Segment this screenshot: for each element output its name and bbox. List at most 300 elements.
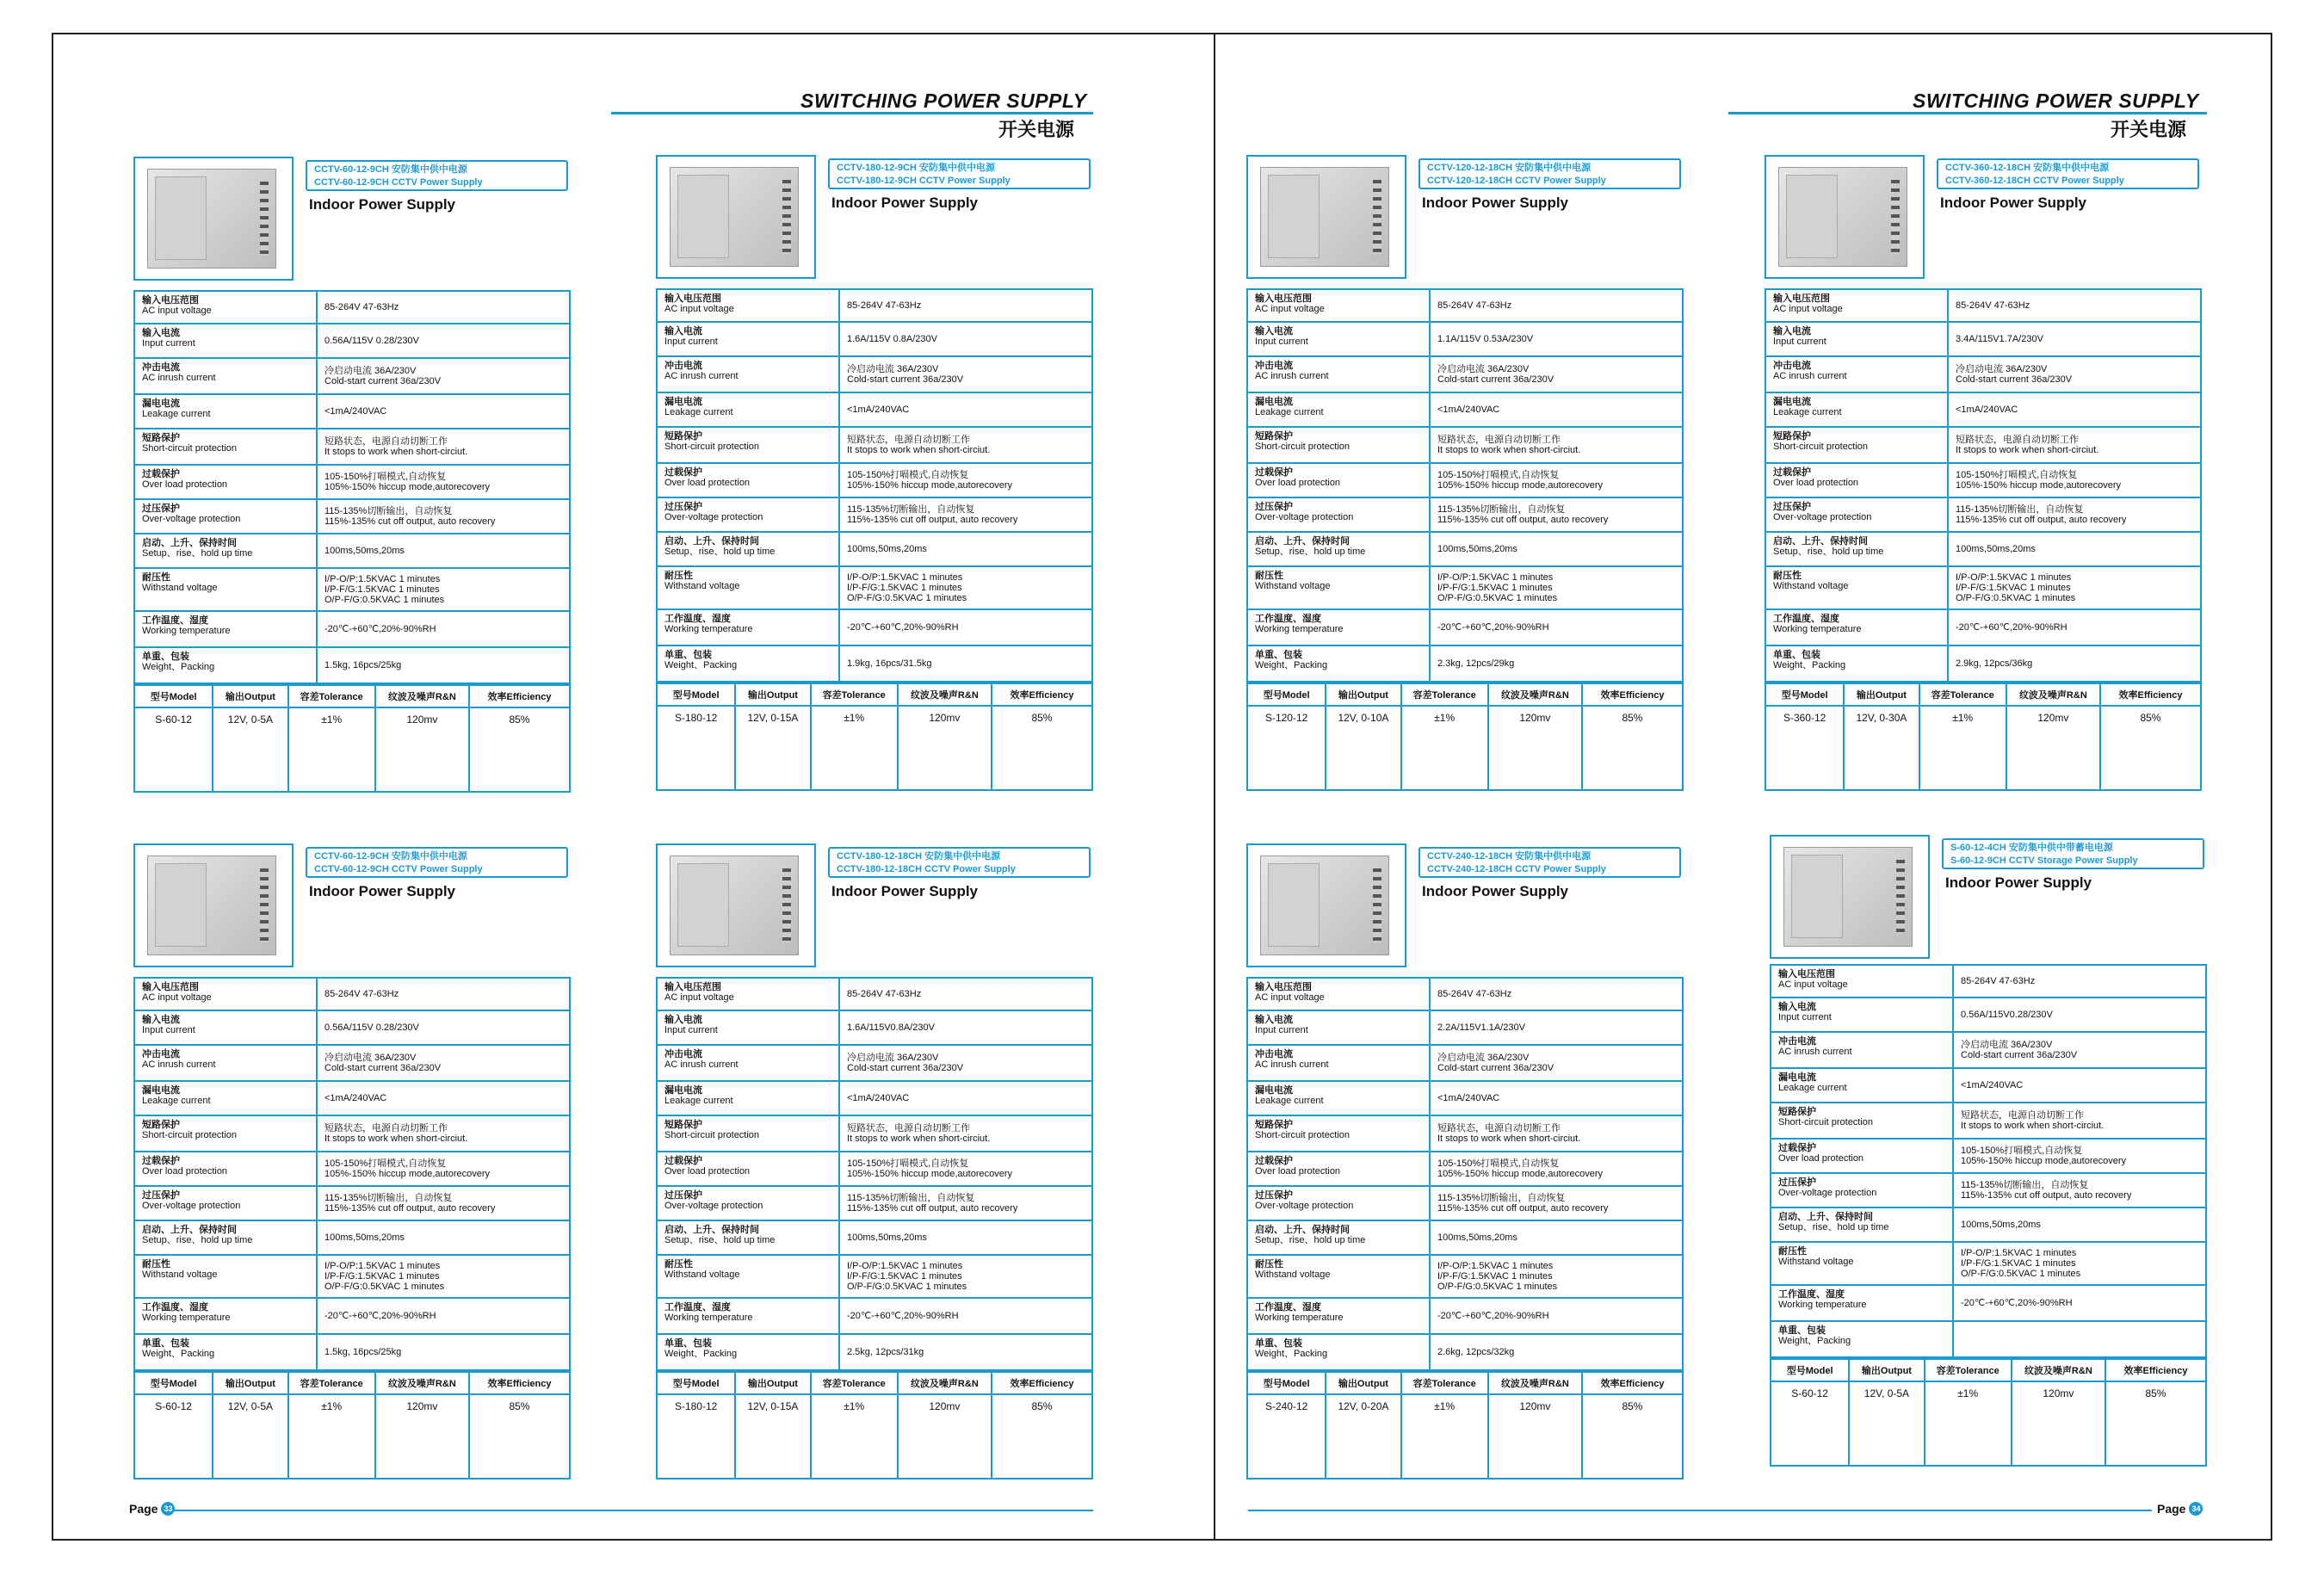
spec-row	[1771, 1103, 2205, 1140]
model-tag-en: CCTV-180-12-9CH CCTV Power Supply	[837, 176, 1011, 186]
spec-value	[840, 1221, 1091, 1254]
spec-value	[1431, 1046, 1682, 1080]
spec-label	[1766, 610, 1949, 645]
spec-label-en: Short-circuit protection	[664, 442, 760, 452]
spec-label-en: Over load protection	[142, 479, 228, 490]
spec-label-en: AC inrush current	[142, 373, 216, 383]
spec-label	[1248, 1152, 1431, 1185]
model-table-cell: ±1%	[1434, 1400, 1456, 1412]
spec-value-line: 85-264V 47-63Hz	[1437, 300, 1512, 311]
spec-row	[658, 1221, 1091, 1256]
model-table	[1770, 1358, 2207, 1467]
model-table-cell: 120mv	[1519, 1400, 1551, 1412]
spec-label-cn: 耐压性	[1255, 1259, 1283, 1269]
model-table-cell: 85%	[509, 713, 530, 726]
model-table-column	[899, 684, 992, 789]
spec-label	[1766, 323, 1949, 355]
spec-value-line: <1mA/240VAC	[1437, 1093, 1500, 1103]
spec-label	[135, 1152, 318, 1185]
spec-value	[1431, 1256, 1682, 1297]
model-table-column	[470, 686, 569, 791]
spec-value-line: I/P-F/G:1.5KVAC 1 minutes	[1437, 1271, 1553, 1282]
model-table-column	[135, 1373, 213, 1478]
spec-label-cn: 输入电压范围	[142, 982, 199, 992]
model-table-column	[1850, 1360, 1925, 1465]
spec-value-line: 105%-150% hiccup mode,autorecovery	[847, 480, 1013, 491]
spec-label	[1766, 646, 1949, 681]
spec-label-en: Withstand voltage	[1778, 1257, 1854, 1267]
model-table-cell: ±1%	[1434, 712, 1456, 724]
spec-value	[1431, 1011, 1682, 1044]
model-table-header: 输出Output	[213, 1373, 287, 1395]
product-photo	[656, 155, 816, 279]
model-table-cell: 120mv	[929, 1400, 961, 1412]
spec-label-en: Setup、rise、hold up time	[142, 1235, 253, 1245]
model-table-column	[1489, 684, 1583, 789]
spec-row	[1766, 357, 2200, 393]
model-tag-cn: CCTV-60-12-9CH 安防集中供中电源	[314, 164, 467, 175]
spec-label-en: Over load protection	[1773, 478, 1859, 488]
spec-label-en: AC inrush current	[664, 371, 739, 381]
spec-value-line: -20℃-+60℃,20%-90%RH	[324, 624, 436, 634]
spec-label	[1771, 1286, 1954, 1320]
model-table-cell: ±1%	[321, 1400, 343, 1412]
spec-value	[840, 1256, 1091, 1297]
spec-label-en: Over load protection	[1778, 1153, 1864, 1164]
model-tag	[828, 158, 1091, 189]
model-table-cell: 85%	[2145, 1387, 2166, 1399]
spec-value	[318, 1335, 569, 1369]
spec-value-line: 115%-135% cut off output, auto recovery	[847, 1203, 1018, 1214]
model-table-column	[213, 1373, 288, 1478]
spec-label-en: Weight、Packing	[1773, 660, 1846, 670]
model-table-column	[812, 684, 899, 789]
spec-value-line: Cold-start current 36a/230V	[847, 374, 964, 385]
header-line-right	[1728, 112, 2207, 114]
model-table-column	[736, 684, 811, 789]
spec-label	[1771, 1140, 1954, 1172]
spec-label-cn: 过载保护	[142, 469, 180, 479]
product-photo	[1770, 835, 1930, 959]
model-table-cell: 12V, 0-15A	[747, 712, 799, 724]
model-table-header: 型号Model	[1771, 1360, 1848, 1382]
model-table-header: 容差Tolerance	[289, 686, 374, 708]
model-table-cell: S-240-12	[1264, 1400, 1308, 1412]
spec-value	[1949, 464, 2200, 497]
model-table-header: 纹波及噪声R&N	[2007, 684, 2099, 707]
model-tag-cn: CCTV-120-12-18CH 安防集中供中电源	[1427, 163, 1592, 173]
model-table-header: 容差Tolerance	[1920, 684, 2006, 707]
model-tag	[306, 847, 568, 878]
spec-label	[1771, 1069, 1954, 1102]
spec-value-line: 0.56A/115V 0.28/230V	[324, 336, 419, 346]
spec-row	[1766, 323, 2200, 357]
spec-table	[1770, 964, 2207, 1358]
spec-label-cn: 单重、包装	[1255, 1338, 1302, 1349]
model-table-cell: 120mv	[929, 712, 961, 724]
spec-value-line: -20℃-+60℃,20%-90%RH	[1956, 622, 2067, 633]
model-table-header: 容差Tolerance	[1925, 1360, 2011, 1382]
spec-label-en: Leakage current	[1778, 1083, 1847, 1093]
spec-label	[658, 290, 840, 321]
spec-label-cn: 启动、上升、保持时间	[142, 538, 237, 548]
spec-label	[135, 534, 318, 567]
spec-value-line: 105%-150% hiccup mode,autorecovery	[1437, 1169, 1604, 1179]
model-table-column	[1326, 684, 1401, 789]
spec-label-cn: 过压保护	[1773, 502, 1811, 512]
spec-label	[1248, 567, 1431, 608]
spec-value	[318, 324, 569, 357]
spec-label-cn: 输入电压范围	[1773, 293, 1830, 304]
spec-label-en: Withstand voltage	[1255, 1269, 1331, 1280]
spec-label-en: Short-circuit protection	[1255, 442, 1351, 452]
spec-value-line: 85-264V 47-63Hz	[1437, 989, 1512, 999]
spec-value-line: -20℃-+60℃,20%-90%RH	[324, 1311, 436, 1321]
spec-value	[318, 1116, 569, 1151]
spec-value-line: <1mA/240VAC	[1437, 405, 1500, 415]
spec-label-cn: 工作温度、湿度	[1255, 1302, 1321, 1313]
model-table	[1246, 683, 1684, 791]
model-table-header: 纹波及噪声R&N	[899, 1373, 991, 1395]
spec-label-cn: 耐压性	[1255, 571, 1283, 581]
spec-label-cn: 短路保护	[664, 1120, 702, 1130]
spec-row	[1248, 290, 1682, 323]
spec-label-cn: 启动、上升、保持时间	[1778, 1212, 1873, 1222]
model-table-column	[2012, 1360, 2106, 1465]
product-subtitle: Indoor Power Supply	[309, 196, 456, 213]
spec-label-en: Weight、Packing	[142, 1349, 215, 1359]
spec-row	[1766, 498, 2200, 533]
spec-value	[1949, 428, 2200, 462]
spec-label-cn: 漏电电流	[1255, 1085, 1293, 1096]
spec-value	[840, 1116, 1091, 1151]
spec-label-cn: 单重、包装	[1773, 650, 1820, 660]
model-tag-en: S-60-12-9CH CCTV Storage Power Supply	[1950, 856, 2138, 866]
model-table-cell: 85%	[1622, 1400, 1643, 1412]
spec-value-line: 115-135%切断输出，自动恢复	[324, 1193, 453, 1203]
model-table-header: 输出Output	[1326, 1373, 1400, 1395]
spec-row	[1766, 533, 2200, 567]
spec-label-cn: 短路保护	[1255, 431, 1293, 442]
model-table-header: 容差Tolerance	[812, 684, 897, 707]
model-tag-en: CCTV-360-12-18CH CCTV Power Supply	[1945, 176, 2124, 186]
spec-label	[135, 979, 318, 1010]
spec-label-en: Setup、rise、hold up time	[1773, 547, 1884, 557]
spec-label	[135, 1299, 318, 1333]
spec-label-en: Working temperature	[1255, 1313, 1344, 1323]
spec-value	[1431, 1116, 1682, 1151]
spec-value-line: I/P-O/P:1.5KVAC 1 minutes	[324, 574, 441, 584]
spec-label-cn: 冲击电流	[1778, 1036, 1816, 1047]
spec-label	[1248, 610, 1431, 645]
spec-row	[1248, 498, 1682, 533]
spec-label-cn: 短路保护	[142, 433, 180, 443]
spec-value	[1431, 323, 1682, 355]
model-table-cell: 85%	[1031, 1400, 1053, 1412]
model-table-header: 输出Output	[736, 684, 809, 707]
page-number-left	[129, 1502, 175, 1516]
model-table	[133, 684, 571, 793]
spec-value	[1431, 1221, 1682, 1254]
spec-value	[318, 466, 569, 498]
spec-value-line: 1.6A/115V0.8A/230V	[847, 1022, 935, 1033]
spec-value	[318, 1011, 569, 1044]
spec-value	[1431, 646, 1682, 681]
spec-label	[135, 324, 318, 357]
spec-value	[318, 979, 569, 1010]
spec-row	[1248, 979, 1682, 1011]
spec-value	[1431, 290, 1682, 321]
spec-value-line: 短路状态，电源自动切断工作	[847, 1123, 970, 1134]
footer-line-left	[172, 1510, 1093, 1511]
spec-label	[1248, 1187, 1431, 1220]
spec-row	[658, 979, 1091, 1011]
model-table-cell: S-180-12	[674, 712, 718, 724]
model-table-cell: 12V, 0-15A	[747, 1400, 799, 1412]
spec-value-line: <1mA/240VAC	[324, 406, 387, 417]
spec-label	[135, 1116, 318, 1151]
spec-row	[1766, 428, 2200, 464]
spec-table	[133, 977, 571, 1371]
spec-value-line: 115%-135% cut off output, auto recovery	[1437, 515, 1609, 525]
spec-label-cn: 冲击电流	[664, 361, 702, 371]
spec-label	[135, 1335, 318, 1369]
spec-label	[1248, 1082, 1431, 1115]
spec-value-line: 冷启动电流 36A/230V	[324, 1053, 417, 1063]
spec-value	[1954, 966, 2205, 997]
spec-value	[1954, 1069, 2205, 1102]
spec-row	[1248, 1221, 1682, 1256]
model-table-column	[289, 1373, 376, 1478]
spec-row	[1248, 567, 1682, 610]
spec-label	[135, 1221, 318, 1254]
spec-value	[318, 395, 569, 428]
spec-value-line: Cold-start current 36a/230V	[1437, 374, 1554, 385]
spec-label-cn: 输入电流	[1255, 326, 1293, 337]
spec-value-line: -20℃-+60℃,20%-90%RH	[847, 622, 959, 633]
product-subtitle: Indoor Power Supply	[1422, 195, 1569, 211]
spec-value-line: I/P-O/P:1.5KVAC 1 minutes	[1437, 1261, 1554, 1271]
model-table-column	[736, 1373, 811, 1478]
spec-label	[135, 569, 318, 610]
spec-row	[135, 648, 569, 683]
spec-label-cn: 过载保护	[1255, 467, 1293, 478]
spec-label-en: Leakage current	[142, 409, 211, 419]
spec-value-line: 100ms,50ms,20ms	[1437, 1232, 1517, 1243]
model-table-header: 型号Model	[135, 686, 212, 708]
model-table-column	[1925, 1360, 2012, 1465]
spec-label-cn: 耐压性	[1778, 1246, 1807, 1257]
spec-label-cn: 短路保护	[664, 431, 702, 442]
spec-label-en: Input current	[1778, 1012, 1832, 1022]
model-table-header: 纹波及噪声R&N	[2012, 1360, 2105, 1382]
model-table	[656, 683, 1093, 791]
spec-value-line: 短路状态，电源自动切断工作	[324, 436, 448, 447]
spec-value	[840, 1335, 1091, 1369]
spec-value	[1954, 998, 2205, 1031]
spec-value-line: 100ms,50ms,20ms	[847, 544, 927, 554]
spec-row	[1248, 1299, 1682, 1335]
spec-label	[658, 533, 840, 565]
spec-label-cn: 启动、上升、保持时间	[1255, 1225, 1350, 1235]
model-table-column	[2101, 684, 2200, 789]
spec-value-line: 冷启动电流 36A/230V	[1437, 1053, 1530, 1063]
spec-row	[658, 428, 1091, 464]
model-tag-en: CCTV-120-12-18CH CCTV Power Supply	[1427, 176, 1606, 186]
product-photo	[133, 157, 294, 281]
spec-label-en: AC inrush current	[1773, 371, 1847, 381]
spec-value-line: I/P-O/P:1.5KVAC 1 minutes	[1956, 572, 2072, 583]
spec-value	[840, 498, 1091, 531]
spec-row	[135, 429, 569, 466]
spec-label-en: AC input voltage	[1255, 304, 1325, 314]
spec-label-en: Input current	[664, 1025, 718, 1035]
spec-value	[318, 569, 569, 610]
spec-label-cn: 过压保护	[1255, 502, 1293, 512]
spec-label-cn: 单重、包装	[142, 1338, 189, 1349]
spec-value	[1431, 357, 1682, 392]
spec-value-line: 105-150%打嗝模式,自动恢复	[1961, 1146, 2083, 1156]
spec-value-line: <1mA/240VAC	[847, 405, 910, 415]
model-table-cell: S-60-12	[155, 713, 192, 726]
header-title-right: SWITCHING POWER SUPPLY	[1913, 90, 2199, 112]
spec-value	[318, 612, 569, 646]
spec-label	[658, 1116, 840, 1151]
model-table-cell: ±1%	[844, 1400, 865, 1412]
spec-label-en: Over load protection	[664, 1166, 751, 1177]
spec-label-en: Over load protection	[1255, 1166, 1341, 1177]
spec-label	[135, 292, 318, 323]
spec-value	[840, 567, 1091, 608]
spec-value-line: 105%-150% hiccup mode,autorecovery	[847, 1169, 1013, 1179]
spec-value	[318, 648, 569, 683]
spec-label-en: AC inrush current	[1255, 371, 1329, 381]
product-subtitle: Indoor Power Supply	[1945, 874, 2092, 891]
model-tag-en: CCTV-60-12-9CH CCTV Power Supply	[314, 177, 483, 188]
spec-label-en: Over-voltage protection	[664, 1201, 763, 1211]
model-table-header: 输出Output	[1326, 684, 1400, 707]
spec-row	[135, 1116, 569, 1152]
spec-value	[1954, 1033, 2205, 1067]
spec-row	[1766, 464, 2200, 498]
spec-value-line: I/P-F/G:1.5KVAC 1 minutes	[847, 583, 962, 593]
spec-value-line: 105-150%打嗝模式,自动恢复	[847, 470, 969, 480]
model-tag-cn: CCTV-60-12-9CH 安防集中供中电源	[314, 851, 467, 862]
spec-row	[658, 357, 1091, 393]
spec-value	[318, 1152, 569, 1185]
spec-label-cn: 启动、上升、保持时间	[142, 1225, 237, 1235]
spec-label-en: Input current	[1773, 337, 1826, 347]
spec-value	[1431, 567, 1682, 608]
spec-label	[658, 979, 840, 1010]
model-table-cell: 12V, 0-20A	[1338, 1400, 1389, 1412]
spec-label-cn: 耐压性	[142, 572, 170, 583]
spec-value	[1431, 498, 1682, 531]
spec-value-line: 短路状态，电源自动切断工作	[324, 1123, 448, 1134]
spec-label	[658, 428, 840, 462]
spec-value-line: 105%-150% hiccup mode,autorecovery	[324, 1169, 491, 1179]
spec-value-line: I/P-F/G:1.5KVAC 1 minutes	[324, 584, 440, 595]
model-table-header: 输出Output	[1845, 684, 1918, 707]
spec-label-cn: 耐压性	[664, 571, 693, 581]
product-photo	[1765, 155, 1925, 279]
spec-row	[658, 323, 1091, 357]
spec-label	[135, 1011, 318, 1044]
spec-row	[1771, 1208, 2205, 1243]
spec-value	[840, 1082, 1091, 1115]
model-table-header: 效率Efficiency	[470, 1373, 569, 1395]
model-table-column	[213, 686, 288, 791]
model-tag-en: CCTV-240-12-18CH CCTV Power Supply	[1427, 864, 1606, 874]
model-table-header: 效率Efficiency	[1583, 684, 1682, 707]
spec-table	[1765, 288, 2202, 683]
spec-row	[135, 1299, 569, 1335]
spec-row	[1248, 1011, 1682, 1046]
spec-value-line: 85-264V 47-63Hz	[1956, 300, 2030, 311]
spec-label	[135, 1046, 318, 1080]
spec-label-en: Over-voltage protection	[1773, 512, 1872, 522]
model-table-column	[1766, 684, 1845, 789]
model-table-cell: 85%	[509, 1400, 530, 1412]
model-table-cell: 85%	[1031, 712, 1053, 724]
power-supply-box-image	[670, 856, 799, 955]
spec-label-cn: 输入电流	[1773, 326, 1811, 337]
spec-value-line: 105%-150% hiccup mode,autorecovery	[324, 482, 491, 492]
spec-label	[658, 323, 840, 355]
spec-value-line: 冷启动电流 36A/230V	[1961, 1040, 2053, 1050]
model-table-cell: 12V, 0-5A	[1864, 1387, 1910, 1399]
spec-label-en: Over load protection	[1255, 478, 1341, 488]
spec-label-en: AC input voltage	[1773, 304, 1843, 314]
model-table-column	[376, 686, 470, 791]
spec-label	[1248, 1256, 1431, 1297]
spec-row	[1771, 1322, 2205, 1356]
spec-label-en: Leakage current	[664, 1096, 733, 1106]
model-table-cell: S-60-12	[1791, 1387, 1828, 1399]
spec-label-cn: 工作温度、湿度	[1778, 1289, 1845, 1300]
spec-value-line: 105-150%打嗝模式,自动恢复	[1956, 470, 2078, 480]
spec-label-cn: 过压保护	[1778, 1177, 1816, 1188]
spec-label-en: Withstand voltage	[664, 581, 740, 591]
spec-value-line: 2.3kg, 12pcs/29kg	[1437, 658, 1515, 669]
spec-label-cn: 工作温度、湿度	[142, 615, 208, 626]
spec-label-en: Setup、rise、hold up time	[1255, 1235, 1366, 1245]
spec-row	[658, 533, 1091, 567]
power-supply-box-image	[147, 169, 276, 269]
spec-value-line: 115-135%切断输出，自动恢复	[847, 1193, 975, 1203]
spec-value-line: It stops to work when short-circiut.	[1437, 445, 1581, 455]
spec-value-line: 100ms,50ms,20ms	[324, 546, 405, 556]
spec-row	[658, 464, 1091, 498]
spec-label-en: Withstand voltage	[1773, 581, 1849, 591]
spec-label-en: Weight、Packing	[142, 662, 215, 672]
spec-row	[1248, 393, 1682, 428]
spec-label-en: Working temperature	[142, 626, 231, 636]
spec-label-cn: 漏电电流	[1255, 397, 1293, 407]
spec-row	[135, 1187, 569, 1221]
spec-label-cn: 冲击电流	[142, 362, 180, 373]
spec-label-en: Short-circuit protection	[664, 1130, 760, 1140]
spec-value-line: 115%-135% cut off output, auto recovery	[324, 1203, 496, 1214]
spec-label	[1766, 567, 1949, 608]
spec-value-line: 115%-135% cut off output, auto recovery	[1956, 515, 2127, 525]
model-table-cell: 12V, 0-10A	[1338, 712, 1389, 724]
spec-label	[658, 498, 840, 531]
spec-label	[658, 1011, 840, 1044]
model-table-header: 效率Efficiency	[1583, 1373, 1682, 1395]
model-table-column	[658, 1373, 736, 1478]
model-tag-en: CCTV-180-12-18CH CCTV Power Supply	[837, 864, 1016, 874]
